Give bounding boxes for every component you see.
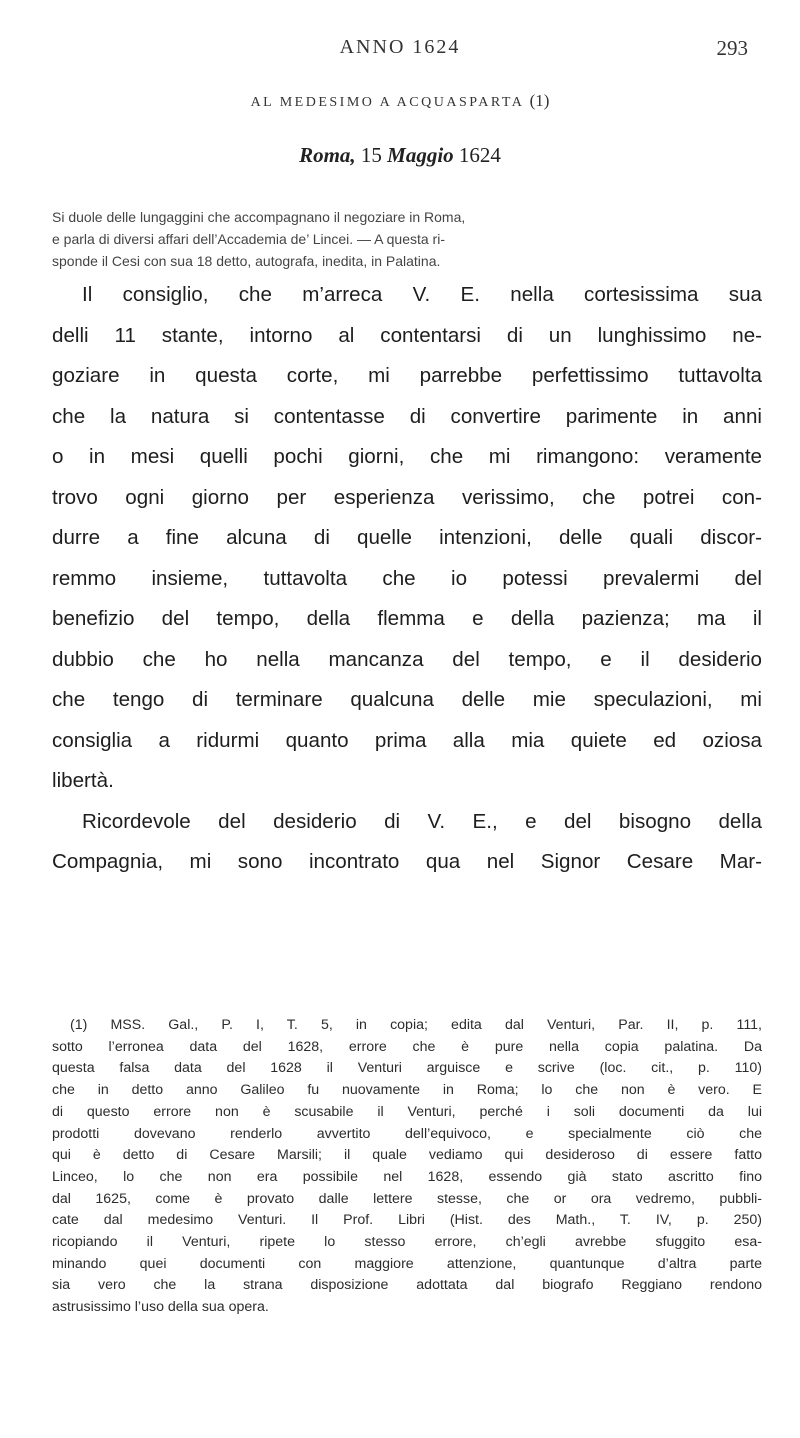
footnote-line: ricopiando il Venturi, ripete lo stesso errore, ch’egli avrebbe sfuggito esa- [52,1234,762,1251]
body-line: o in mesi quelli pochi giorni, che mi rimangono: veramente [52,445,762,468]
letter-summary [52,206,750,272]
letter-heading [0,91,800,111]
letter-place: Roma, [299,143,356,167]
body-line: durre a fine alcuna di quelle intenzioni, delle quali discor- [52,526,762,549]
footnote-line: cate dal medesimo Venturi. Il Prof. Libri (Hist. des Math., T. IV, p. 250) [52,1212,762,1229]
summary-line: e parla di diversi affari dell’Accademia de’ Lincei. — A questa ri- [52,231,445,247]
footnote-reference: (1) [529,91,550,110]
footnote-line: sotto l’erronea data del 1628, errore che è pure nella copia palatina. Da [52,1038,762,1055]
letter-day: 15 [360,143,382,167]
body-line: trovo ogni giorno per esperienza verissimo, che potrei con- [52,485,762,509]
letter-year: 1624 [458,143,501,167]
footnote-line: questa falsa data del 1628 il Venturi arguisce e scrive (loc. cit., p. 110) [52,1060,762,1077]
letter-recipient: AL MEDESIMO A ACQUASPARTA [250,95,524,110]
summary-line: sponde il Cesi con sua 18 detto, autografa, inedita, in Palatina. [52,253,441,269]
footnote-line: Linceo, lo che non era possibile nel 1628, essendo già stato ascritto fino [52,1168,762,1185]
body-line: remmo insieme, tuttavolta che io potessi prevalermi del [52,566,762,590]
body-line: che tengo di terminare qualcuna delle mie speculazioni, mi [52,688,762,711]
body-line: Il consiglio, che m’arreca V. E. nella cortesissima sua [82,283,762,306]
body-line: benefizio del tempo, della flemma e della pazienza; ma il [52,607,762,630]
page-number: 293 [716,36,748,60]
footnote-line: qui è detto di Cesare Marsili; il quale vediamo qui desideroso di essere fatto [52,1147,762,1164]
footnote-line: che in detto anno Galileo fu nuovamente in Roma; lo che non è vero. E [52,1082,762,1099]
running-head [0,36,800,66]
footnote-line: minando quei documenti con maggiore attenzione, quantunque d’altra parte [52,1255,762,1272]
footnote [52,1015,762,1319]
body-line: consiglia a ridurmi quanto prima alla mia quiete ed oziosa [52,728,762,752]
body-line: libertà. [52,769,114,792]
summary-line: Si duole delle lungaggini che accompagnano il negoziare in Roma, [52,209,466,225]
date-line [0,143,800,168]
footnote-line: di questo errore non è scusabile il Venturi, perché i soli documenti da lui [52,1103,762,1120]
footnote-line: sia vero che la strana disposizione adottata dal biografo Reggiano rendono [52,1277,762,1294]
body-line: goziare in questa corte, mi parrebbe perfettissimo tuttavolta [52,364,762,387]
body-line: Ricordevole del desiderio di V. E., e del bisogno della [82,809,762,833]
footnote-line: prodotti dovevano renderlo avvertito dell’equivoco, e specialmente ciò che [52,1125,762,1142]
running-title: ANNO 1624 [339,36,461,58]
body-line: Compagnia, mi sono incontrato qua nel Signor Cesare Mar- [52,850,762,873]
body-line: dubbio che ho nella mancanza del tempo, e il desiderio [52,647,762,671]
body-line: delli 11 stante, intorno al contentarsi di un lunghissimo ne- [52,323,762,347]
letter-body [52,275,762,883]
letter-month: Maggio [387,143,454,167]
footnote-line: (1) MSS. Gal., P. I, T. 5, in copia; edita dal Venturi, Par. II, p. 111, [70,1017,762,1033]
footnote-line: dal 1625, come è provato dalle lettere stesse, che or ora vedremo, pubbli- [52,1190,762,1207]
footnote-line: astrusissimo l’uso della sua opera. [52,1299,269,1316]
body-line: che la natura si contentasse di convertire parimente in anni [52,404,762,428]
